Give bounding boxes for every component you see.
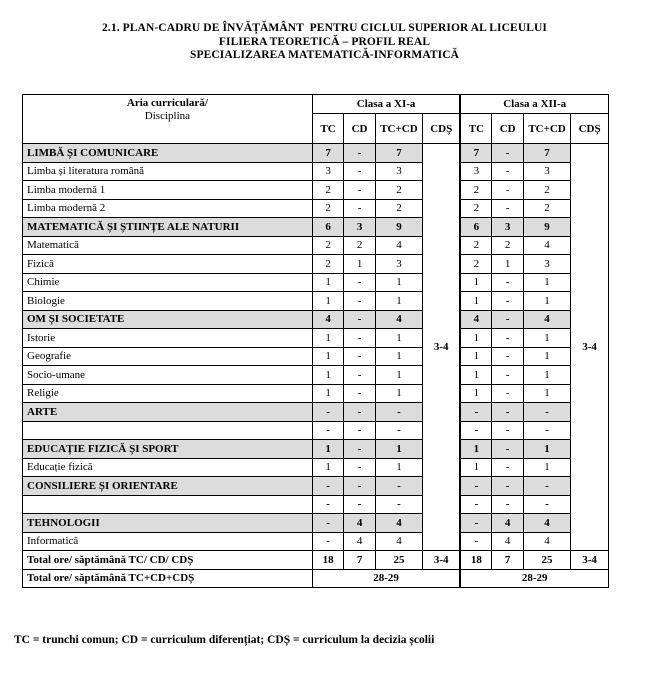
cd-xi-cell: - — [344, 181, 376, 200]
tc-xii-cell: 2 — [460, 236, 492, 255]
tccd-xi-cell: 9 — [375, 218, 422, 237]
cd-xi-cell: - — [344, 144, 376, 163]
cd-xi-cell: - — [344, 440, 376, 459]
cd-xii-cell: - — [492, 181, 524, 200]
col-tccd-xi: TC+CD — [375, 114, 422, 144]
cds-xi-cell: 3-4 — [423, 144, 461, 551]
area-label: Aria curriculară/ — [126, 97, 208, 109]
cd-xii-cell: - — [492, 477, 524, 496]
discipline-name: Limba modernă 2 — [23, 199, 313, 218]
total-row — [23, 551, 609, 570]
discipline-row — [23, 532, 609, 551]
tccd-xi-cell: 3 — [375, 162, 422, 181]
total-tc-xii: 18 — [460, 551, 492, 570]
tc-xi-cell: 1 — [312, 273, 344, 292]
discipline-row — [23, 255, 609, 274]
discipline-row — [23, 329, 609, 348]
cd-xii-cell: - — [492, 458, 524, 477]
tc-xii-cell: - — [460, 421, 492, 440]
cd-xii-cell: 3 — [492, 218, 524, 237]
title-line-2: FILIERA TEORETICĂ – PROFIL REAL — [218, 35, 431, 48]
discipline-name: Biologie — [23, 292, 313, 311]
discipline-name: Educație fizică — [23, 458, 313, 477]
area-header — [23, 95, 313, 144]
cd-xii-cell: - — [492, 273, 524, 292]
title-line-1: 2.1. PLAN-CADRU DE ÎNVĂȚĂMÂNT PENTRU CICLUL SUPERIOR AL LICEULUI — [102, 22, 547, 34]
col-cds-xii: CDȘ — [571, 114, 609, 144]
cd-xi-cell: - — [344, 458, 376, 477]
tc-xi-cell: 4 — [312, 310, 344, 329]
tccd-xii-cell: 1 — [523, 384, 570, 403]
tc-xi-cell: 6 — [312, 218, 344, 237]
cd-xii-cell: 4 — [492, 532, 524, 551]
tccd-xii-cell: - — [523, 421, 570, 440]
legend: TC = trunchi comun; CD = curriculum diferențiat; CDȘ = curriculum la decizia școlii — [14, 634, 435, 646]
tc-xi-cell: 1 — [312, 384, 344, 403]
tc-xi-cell: 2 — [312, 255, 344, 274]
cd-xii-cell: - — [492, 329, 524, 348]
tc-xi-cell: 1 — [312, 440, 344, 459]
discipline-row — [23, 162, 609, 181]
tccd-xi-cell: - — [375, 495, 422, 514]
curricular-area-row — [23, 310, 609, 329]
tccd-xii-cell: 1 — [523, 273, 570, 292]
cd-xi-cell: - — [344, 162, 376, 181]
total-cds-xi: 3-4 — [423, 551, 461, 570]
discipline-row — [23, 181, 609, 200]
tc-xii-cell: 6 — [460, 218, 492, 237]
tc-xi-cell: 3 — [312, 162, 344, 181]
cd-xi-cell: - — [344, 292, 376, 311]
cd-xii-cell: 2 — [492, 236, 524, 255]
tccd-xi-cell: 1 — [375, 347, 422, 366]
tccd-xii-cell: 2 — [523, 181, 570, 200]
tccd-xii-cell: - — [523, 477, 570, 496]
tc-xi-cell: 2 — [312, 199, 344, 218]
tc-xi-cell: - — [312, 532, 344, 551]
cd-xi-cell: - — [344, 366, 376, 385]
tccd-xi-cell: 1 — [375, 384, 422, 403]
cds-xii-cell: 3-4 — [571, 144, 609, 551]
empty-row — [23, 495, 609, 514]
tccd-xii-cell: 2 — [523, 199, 570, 218]
cd-xi-cell: 1 — [344, 255, 376, 274]
tccd-xi-cell: 4 — [375, 514, 422, 533]
tccd-xii-cell: - — [523, 495, 570, 514]
discipline-name: Chimie — [23, 273, 313, 292]
tc-xi-cell: - — [312, 477, 344, 496]
tccd-xii-cell: 3 — [523, 255, 570, 274]
discipline-name: Limba și literatura română — [23, 162, 313, 181]
tccd-xi-cell: 1 — [375, 440, 422, 459]
tccd-xi-cell: 1 — [375, 366, 422, 385]
cd-xii-cell: - — [492, 495, 524, 514]
tc-xi-cell: 1 — [312, 329, 344, 348]
tccd-xii-cell: 7 — [523, 144, 570, 163]
cd-xi-cell: 4 — [344, 514, 376, 533]
tccd-xii-cell: 4 — [523, 532, 570, 551]
tc-xi-cell: 7 — [312, 144, 344, 163]
cd-xii-cell: 1 — [492, 255, 524, 274]
cd-xi-cell: - — [344, 477, 376, 496]
tccd-xii-cell: 4 — [523, 236, 570, 255]
area-name: EDUCAȚIE FIZICĂ ȘI SPORT — [23, 440, 313, 459]
discipline-name: Matematică — [23, 236, 313, 255]
tc-xii-cell: 1 — [460, 347, 492, 366]
total-sum-row — [23, 569, 609, 588]
total-cd-xi: 7 — [344, 551, 376, 570]
tc-xi-cell: - — [312, 495, 344, 514]
cd-xi-cell: - — [344, 495, 376, 514]
tccd-xi-cell: - — [375, 403, 422, 422]
cd-xi-cell: - — [344, 421, 376, 440]
tccd-xi-cell: - — [375, 421, 422, 440]
col-tc-xi: TC — [312, 114, 344, 144]
tc-xii-cell: 7 — [460, 144, 492, 163]
discipline-row — [23, 384, 609, 403]
total-sum-xii: 28-29 — [460, 569, 608, 588]
cd-xii-cell: - — [492, 440, 524, 459]
tccd-xii-cell: 1 — [523, 347, 570, 366]
col-cd-xii: CD — [492, 114, 524, 144]
curricular-area-row — [23, 440, 609, 459]
total-cd-xii: 7 — [492, 551, 524, 570]
tc-xii-cell: 4 — [460, 310, 492, 329]
curricular-area-row — [23, 477, 609, 496]
tc-xi-cell: 1 — [312, 292, 344, 311]
discipline-row — [23, 366, 609, 385]
cd-xi-cell: 4 — [344, 532, 376, 551]
discipline-name: Geografie — [23, 347, 313, 366]
area-name: TEHNOLOGII — [23, 514, 313, 533]
total-tccd-xii: 25 — [523, 551, 570, 570]
tccd-xii-cell: 4 — [523, 514, 570, 533]
discipline-name: Limba modernă 1 — [23, 181, 313, 200]
cd-xii-cell: 4 — [492, 514, 524, 533]
cd-xii-cell: - — [492, 384, 524, 403]
cd-xi-cell: - — [344, 384, 376, 403]
tccd-xi-cell: 7 — [375, 144, 422, 163]
tccd-xi-cell: 1 — [375, 329, 422, 348]
area-name: OM ȘI SOCIETATE — [23, 310, 313, 329]
tc-xii-cell: 2 — [460, 199, 492, 218]
empty-row — [23, 421, 609, 440]
tccd-xii-cell: 4 — [523, 310, 570, 329]
cd-xi-cell: - — [344, 273, 376, 292]
curriculum-table — [22, 94, 609, 588]
tc-xi-cell: - — [312, 514, 344, 533]
discipline-row — [23, 273, 609, 292]
tccd-xi-cell: 4 — [375, 236, 422, 255]
tc-xii-cell: 1 — [460, 366, 492, 385]
tccd-xii-cell: 1 — [523, 292, 570, 311]
document-title — [0, 22, 649, 63]
curricular-area-row — [23, 144, 609, 163]
discipline-name: Fizică — [23, 255, 313, 274]
total-tc-xi: 18 — [312, 551, 344, 570]
tc-xi-cell: 1 — [312, 347, 344, 366]
tccd-xi-cell: 1 — [375, 458, 422, 477]
tc-xii-cell: 1 — [460, 458, 492, 477]
cd-xii-cell: - — [492, 366, 524, 385]
tccd-xi-cell: 4 — [375, 310, 422, 329]
tccd-xii-cell: 1 — [523, 329, 570, 348]
tccd-xii-cell: 1 — [523, 366, 570, 385]
cd-xi-cell: - — [344, 310, 376, 329]
tc-xi-cell: - — [312, 421, 344, 440]
tc-xi-cell: 1 — [312, 458, 344, 477]
title-line-3: SPECIALIZAREA MATEMATICĂ-INFORMATICĂ — [189, 49, 460, 61]
total-tccd-xi: 25 — [375, 551, 422, 570]
cd-xi-cell: 2 — [344, 236, 376, 255]
cd-xii-cell: - — [492, 162, 524, 181]
tc-xii-cell: 3 — [460, 162, 492, 181]
discipline-row — [23, 458, 609, 477]
cd-xi-cell: - — [344, 347, 376, 366]
tccd-xi-cell: 2 — [375, 199, 422, 218]
cd-xii-cell: - — [492, 403, 524, 422]
area-name: ARTE — [23, 403, 313, 422]
cd-xii-cell: - — [492, 199, 524, 218]
cd-xi-cell: - — [344, 199, 376, 218]
discipline-name: Istorie — [23, 329, 313, 348]
tccd-xi-cell: 1 — [375, 273, 422, 292]
discipline-row — [23, 292, 609, 311]
curricular-area-row — [23, 218, 609, 237]
tc-xii-cell: 2 — [460, 181, 492, 200]
tc-xi-cell: 2 — [312, 236, 344, 255]
area-name: MATEMATICĂ ȘI ȘTIINȚE ALE NATURII — [23, 218, 313, 237]
cd-xii-cell: - — [492, 421, 524, 440]
tc-xii-cell: 1 — [460, 273, 492, 292]
cd-xi-cell: - — [344, 329, 376, 348]
tc-xii-cell: 1 — [460, 329, 492, 348]
area-name: CONSILIERE ȘI ORIENTARE — [23, 477, 313, 496]
total-label: Total ore/ săptămână TC/ CD/ CDȘ — [23, 551, 313, 570]
tccd-xii-cell: 9 — [523, 218, 570, 237]
curricular-area-row — [23, 403, 609, 422]
tccd-xii-cell: - — [523, 403, 570, 422]
class-xi-header: Clasa a XI-a — [312, 95, 460, 114]
col-tccd-xii: TC+CD — [523, 114, 570, 144]
tccd-xii-cell: 1 — [523, 458, 570, 477]
cd-xii-cell: - — [492, 144, 524, 163]
discipline-row — [23, 236, 609, 255]
discipline-name — [23, 421, 313, 440]
tccd-xi-cell: 1 — [375, 292, 422, 311]
tc-xii-cell: - — [460, 514, 492, 533]
tc-xi-cell: 1 — [312, 366, 344, 385]
discipline-name: Religie — [23, 384, 313, 403]
tccd-xii-cell: 1 — [523, 440, 570, 459]
tc-xi-cell: - — [312, 403, 344, 422]
tc-xii-cell: 1 — [460, 440, 492, 459]
tc-xii-cell: - — [460, 403, 492, 422]
tccd-xi-cell: 3 — [375, 255, 422, 274]
area-name: LIMBĂ ȘI COMUNICARE — [23, 144, 313, 163]
discipline-label: Disciplina — [144, 110, 191, 122]
discipline-row — [23, 199, 609, 218]
tc-xii-cell: - — [460, 495, 492, 514]
tc-xii-cell: 1 — [460, 384, 492, 403]
tc-xi-cell: 2 — [312, 181, 344, 200]
cd-xii-cell: - — [492, 310, 524, 329]
tccd-xii-cell: 3 — [523, 162, 570, 181]
tc-xii-cell: 1 — [460, 292, 492, 311]
tccd-xi-cell: 2 — [375, 181, 422, 200]
tc-xii-cell: - — [460, 532, 492, 551]
total-sum-xi: 28-29 — [312, 569, 460, 588]
cd-xi-cell: - — [344, 403, 376, 422]
totals — [23, 551, 609, 588]
total-cds-xii: 3-4 — [571, 551, 609, 570]
class-xii-header: Clasa a XII-a — [460, 95, 608, 114]
total-sum-label: Total ore/ săptămână TC+CD+CDȘ — [23, 569, 313, 588]
tccd-xi-cell: - — [375, 477, 422, 496]
cd-xii-cell: - — [492, 292, 524, 311]
curriculum-body — [23, 144, 609, 551]
curricular-area-row — [23, 514, 609, 533]
cd-xii-cell: - — [492, 347, 524, 366]
tccd-xi-cell: 4 — [375, 532, 422, 551]
col-cds-xi: CDȘ — [423, 114, 461, 144]
discipline-name: Socio-umane — [23, 366, 313, 385]
col-tc-xii: TC — [460, 114, 492, 144]
col-cd-xi: CD — [344, 114, 376, 144]
tc-xii-cell: 2 — [460, 255, 492, 274]
discipline-name: Informatică — [23, 532, 313, 551]
tc-xii-cell: - — [460, 477, 492, 496]
cd-xi-cell: 3 — [344, 218, 376, 237]
discipline-name — [23, 495, 313, 514]
discipline-row — [23, 347, 609, 366]
